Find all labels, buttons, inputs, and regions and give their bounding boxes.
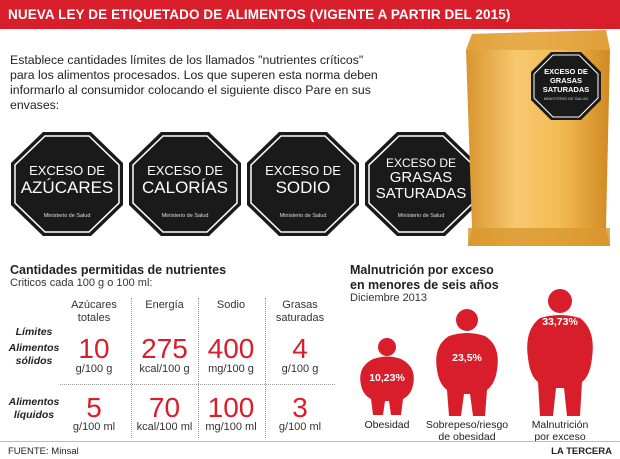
- value-liquidos-grasas: 3: [292, 392, 308, 423]
- seal-line3: SATURADAS: [375, 185, 467, 202]
- seal-line2: GRASAS: [389, 169, 453, 186]
- intro-text: Establece cantidades límites de los llamados "nutrientes críticos" para los alimentos procesados. Los que superen esta norma deben informarlo al consumidor colocando el siguiente disco Pare en sus envases:: [10, 53, 378, 112]
- seal-azucares: [10, 131, 124, 237]
- title-bar: [0, 0, 620, 29]
- seal-line1: EXCESO DE: [29, 163, 105, 178]
- figure-malnutricion-label-line2: por exceso: [534, 431, 586, 443]
- value-liquidos-sodio: 100: [207, 392, 255, 423]
- seal-calorias: [128, 131, 242, 237]
- seal-line2: CALORÍAS: [142, 178, 228, 197]
- figure-malnutricion-percent: 33,73%: [542, 316, 578, 328]
- figure-obesidad-label: Obesidad: [364, 419, 410, 431]
- value-solidos-azucares: 10: [78, 333, 110, 364]
- seal-ministry: Ministerio de Salud: [161, 213, 209, 219]
- footer-source: FUENTE: Minsal: [8, 446, 79, 457]
- pack-seal-text: [531, 67, 601, 103]
- unit-liquidos-sodio: mg/100 ml: [205, 421, 257, 433]
- unit-solidos-sodio: mg/100 g: [208, 363, 254, 375]
- figure-malnutricion: [522, 288, 598, 418]
- seal-line2: AZÚCARES: [20, 178, 114, 197]
- col-header-grasas: Grasas saturadas: [275, 299, 325, 324]
- pack-seal-line3: SATURADAS: [542, 85, 590, 94]
- unit-solidos-grasas: g/100 g: [281, 363, 319, 375]
- value-solidos-energia: 275: [141, 333, 188, 364]
- figure-obesidad: [351, 337, 423, 417]
- unit-liquidos-grasas: g/100 ml: [278, 421, 322, 433]
- row-label-liquidos: Alimentos líquidos: [8, 396, 60, 421]
- divider: [60, 384, 335, 385]
- col-header-sodio: Sodio: [216, 299, 246, 311]
- malnutrition-title-line2: en menores de seis años: [350, 278, 499, 292]
- unit-liquidos-azucares: g/100 ml: [72, 421, 116, 433]
- col-header-energia: Energía: [145, 299, 184, 311]
- value-solidos-sodio: 400: [207, 333, 255, 364]
- food-package: [460, 28, 618, 250]
- pack-seal-ministry: MINISTERIO DE SALUD: [543, 96, 589, 101]
- pack-seal-line1: EXCESO DE: [544, 67, 588, 76]
- page-title: NUEVA LEY DE ETIQUETADO DE ALIMENTOS (VIGENTE A PARTIR DEL 2015): [8, 7, 511, 22]
- value-liquidos-energia: 70: [148, 392, 181, 423]
- seal-ministry: Ministerio de Salud: [279, 213, 327, 219]
- figure-sobrepeso: [429, 308, 505, 418]
- figure-malnutricion-label-line1: Malnutrición: [531, 419, 589, 431]
- seal-line2: SODIO: [275, 178, 331, 197]
- seal-ministry: Ministerio de Salud: [43, 213, 91, 219]
- unit-solidos-energia: kcal/100 g: [139, 363, 190, 375]
- pack-seal-line2: GRASAS: [549, 76, 583, 85]
- value-liquidos-azucares: 5: [86, 392, 102, 423]
- row-label-solidos: Alimentos sólidos: [8, 342, 60, 367]
- malnutrition-subtitle: Diciembre 2013: [350, 292, 428, 304]
- seal-line1: EXCESO DE: [265, 163, 341, 178]
- row-header-limites: Límites: [15, 326, 53, 338]
- figure-obesidad-percent: 10,23%: [369, 372, 405, 384]
- footer-brand: LA TERCERA: [551, 446, 612, 457]
- table-title: Cantidades permitidas de nutrientes: [10, 263, 227, 277]
- figure-sobrepeso-label-line1: Sobrepeso/riesgo: [425, 419, 509, 431]
- unit-liquidos-energia: kcal/100 ml: [136, 421, 193, 433]
- seal-line1: EXCESO DE: [385, 156, 457, 170]
- figure-sobrepeso-percent: 23,5%: [452, 352, 482, 364]
- col-header-azucares: Azúcares totales: [71, 299, 117, 324]
- table-subtitle: Criticos cada 100 g o 100 ml:: [10, 277, 153, 289]
- footer-divider: [0, 441, 620, 442]
- value-solidos-grasas: 4: [292, 333, 308, 364]
- seal-line1: EXCESO DE: [147, 163, 223, 178]
- person-icon: [522, 288, 598, 418]
- unit-solidos-azucares: g/100 g: [75, 363, 113, 375]
- package-icon: [460, 28, 618, 250]
- seal-sodio: [246, 131, 360, 237]
- malnutrition-title-line1: Malnutrición por exceso: [350, 263, 494, 277]
- seal-ministry: Ministerio de Salud: [397, 213, 445, 219]
- figure-sobrepeso-label-line2: de obesidad: [438, 431, 496, 443]
